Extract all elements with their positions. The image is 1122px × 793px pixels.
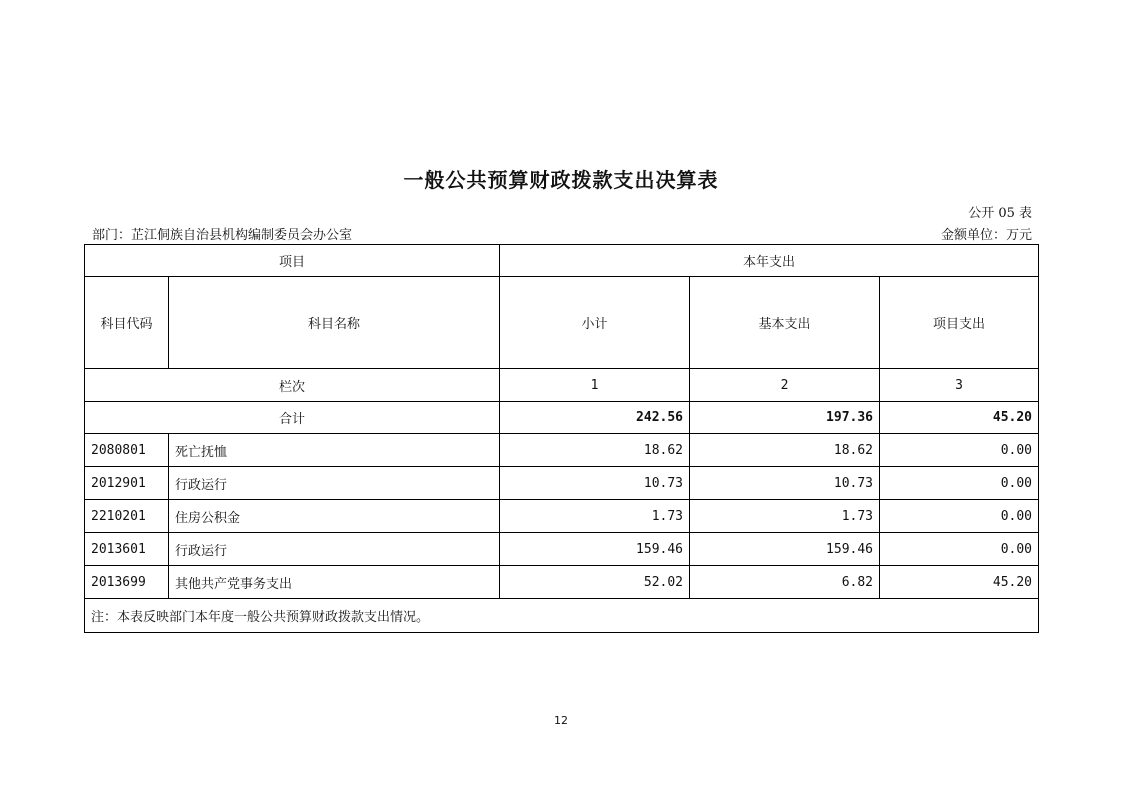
table-row xyxy=(85,533,1039,566)
row-subtotal: 52.02 xyxy=(500,566,690,599)
row-subtotal: 1.73 xyxy=(500,500,690,533)
table-row xyxy=(85,566,1039,599)
table-row xyxy=(85,500,1039,533)
row-project: 0.00 xyxy=(880,533,1039,566)
row-basic: 1.73 xyxy=(690,500,880,533)
row-code: 2013601 xyxy=(85,533,169,566)
expenditure-table xyxy=(84,244,1039,633)
row-subtotal: 10.73 xyxy=(500,467,690,500)
header-row-1 xyxy=(85,245,1039,277)
row-basic: 10.73 xyxy=(690,467,880,500)
row-basic: 6.82 xyxy=(690,566,880,599)
page-number: 12 xyxy=(554,714,568,727)
row-basic: 18.62 xyxy=(690,434,880,467)
total-basic: 197.36 xyxy=(690,402,880,434)
row-project: 0.00 xyxy=(880,500,1039,533)
header-expenditure: 本年支出 xyxy=(500,245,1039,277)
total-label: 合计 xyxy=(85,402,500,434)
header-row-2 xyxy=(85,277,1039,369)
row-code: 2012901 xyxy=(85,467,169,500)
unit-label: 金额单位：万元 xyxy=(940,228,1032,243)
row-name: 其他共产党事务支出 xyxy=(169,566,500,599)
table-row xyxy=(85,467,1039,500)
header-name: 科目名称 xyxy=(169,277,500,369)
row-code: 2210201 xyxy=(85,500,169,533)
row-code: 2013699 xyxy=(85,566,169,599)
row-project: 0.00 xyxy=(880,434,1039,467)
row-name: 住房公积金 xyxy=(169,500,500,533)
form-code: 公开 05 表 xyxy=(968,206,1032,221)
table-row xyxy=(85,434,1039,467)
row-subtotal: 159.46 xyxy=(500,533,690,566)
row-project: 0.00 xyxy=(880,467,1039,500)
note-row xyxy=(85,599,1039,633)
department-label: 部门：芷江侗族自治县机构编制委员会办公室 xyxy=(92,228,353,243)
total-row xyxy=(85,402,1039,434)
table-note: 注：本表反映部门本年度一般公共预算财政拨款支出情况。 xyxy=(85,599,1039,633)
row-name: 行政运行 xyxy=(169,533,500,566)
column-index-1: 1 xyxy=(500,369,690,402)
total-project: 45.20 xyxy=(880,402,1039,434)
row-name: 死亡抚恤 xyxy=(169,434,500,467)
row-basic: 159.46 xyxy=(690,533,880,566)
header-code: 科目代码 xyxy=(85,277,169,369)
row-code: 2080801 xyxy=(85,434,169,467)
header-project: 项目 xyxy=(85,245,500,277)
column-index-row xyxy=(85,369,1039,402)
column-index-3: 3 xyxy=(880,369,1039,402)
column-index-2: 2 xyxy=(690,369,880,402)
header-subtotal: 小计 xyxy=(500,277,690,369)
header-project-exp: 项目支出 xyxy=(880,277,1039,369)
row-project: 45.20 xyxy=(880,566,1039,599)
total-subtotal: 242.56 xyxy=(500,402,690,434)
row-subtotal: 18.62 xyxy=(500,434,690,467)
header-basic: 基本支出 xyxy=(690,277,880,369)
row-name: 行政运行 xyxy=(169,467,500,500)
document-title: 一般公共预算财政拨款支出决算表 xyxy=(403,168,719,192)
column-label: 栏次 xyxy=(85,369,500,402)
